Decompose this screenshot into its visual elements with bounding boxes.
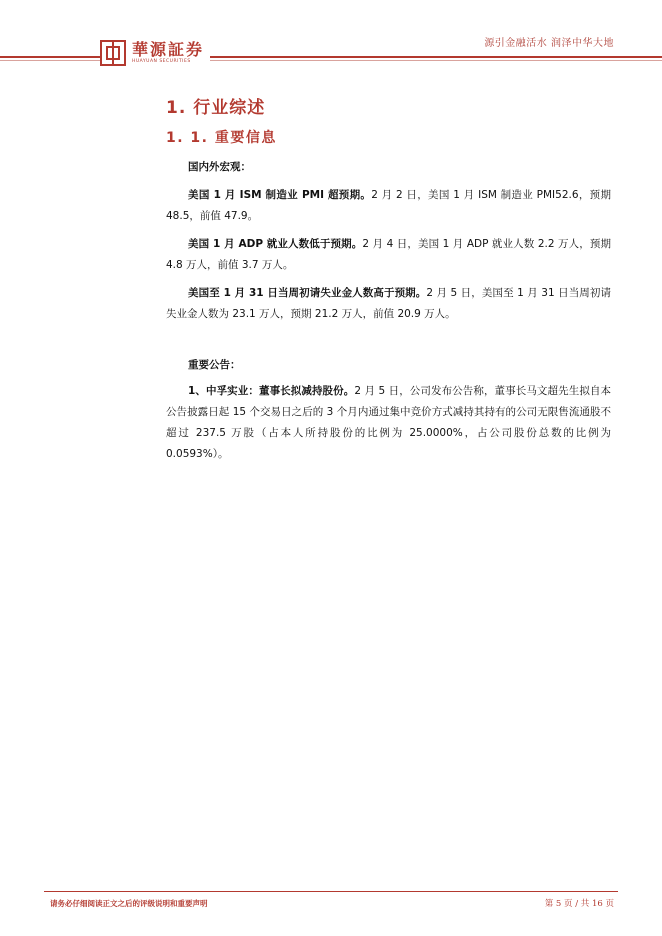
paragraph-lead: 1、中孚实业：董事长拟减持股份。 <box>188 385 355 397</box>
page-number: 第 5 页 / 共 16 页 <box>544 899 614 909</box>
announcements-label: 重要公告： <box>188 359 241 371</box>
logo-subtext: HUAYUAN SECURITIES <box>132 59 191 64</box>
paragraph-lead: 美国至 1 月 31 日当周初请失业金人数高于预期。 <box>188 287 427 299</box>
paragraph <box>166 283 611 325</box>
macro-label: 国内外宏观： <box>188 161 251 173</box>
paragraph <box>166 234 611 276</box>
logo-text: 華源証券 <box>132 40 205 59</box>
company-logo <box>100 40 210 66</box>
paragraph-lead: 美国 1 月 ADP 就业人数低于预期。 <box>188 238 363 250</box>
paragraph-text: 2 月 2 日，美国 1 月 ISM 制造业 PMI52.6，预期 48.5，前值 47.9。 <box>166 189 611 222</box>
paragraph-text: 2 月 4 日，美国 1 月 ADP 就业人数 2.2 万人，预期 4.8 万人，前值 3.7 万人。 <box>166 238 611 271</box>
paragraph-text: 2 月 5 日，美国至 1 月 31 日当周初请失业金人数为 23.1 万人，预期 21.2 万人，前值 20.9 万人。 <box>166 287 611 320</box>
paragraph-lead: 美国 1 月 ISM 制造业 PMI 超预期。 <box>188 189 372 201</box>
footer-divider <box>44 891 618 892</box>
macro-item <box>166 185 611 227</box>
macro-item <box>166 283 611 325</box>
header-slogan: 源引金融活水 润泽中华大地 <box>484 38 614 49</box>
macro-item <box>166 234 611 276</box>
paragraph-text: 2 月 5 日，公司发布公告称，董事长马文超先生拟自本公告披露日起 15 个交易日之后的 3 个月内通过集中竞价方式减持其持有的公司无限售流通股不超过 237.5 万股（占本人所持股份的比例为 25.0000%，占公司股份总数的比例为 0.0593%）。 <box>166 385 612 460</box>
section-heading: 1. 行业综述 <box>166 98 266 118</box>
announcement-item <box>166 381 611 465</box>
logo-seal-icon <box>100 40 126 66</box>
subsection-heading: 1. 1. 重要信息 <box>166 130 277 146</box>
footer-disclaimer: 请务必仔细阅读正文之后的评级说明和重要声明 <box>50 899 208 908</box>
paragraph <box>166 185 611 227</box>
paragraph <box>166 381 611 465</box>
